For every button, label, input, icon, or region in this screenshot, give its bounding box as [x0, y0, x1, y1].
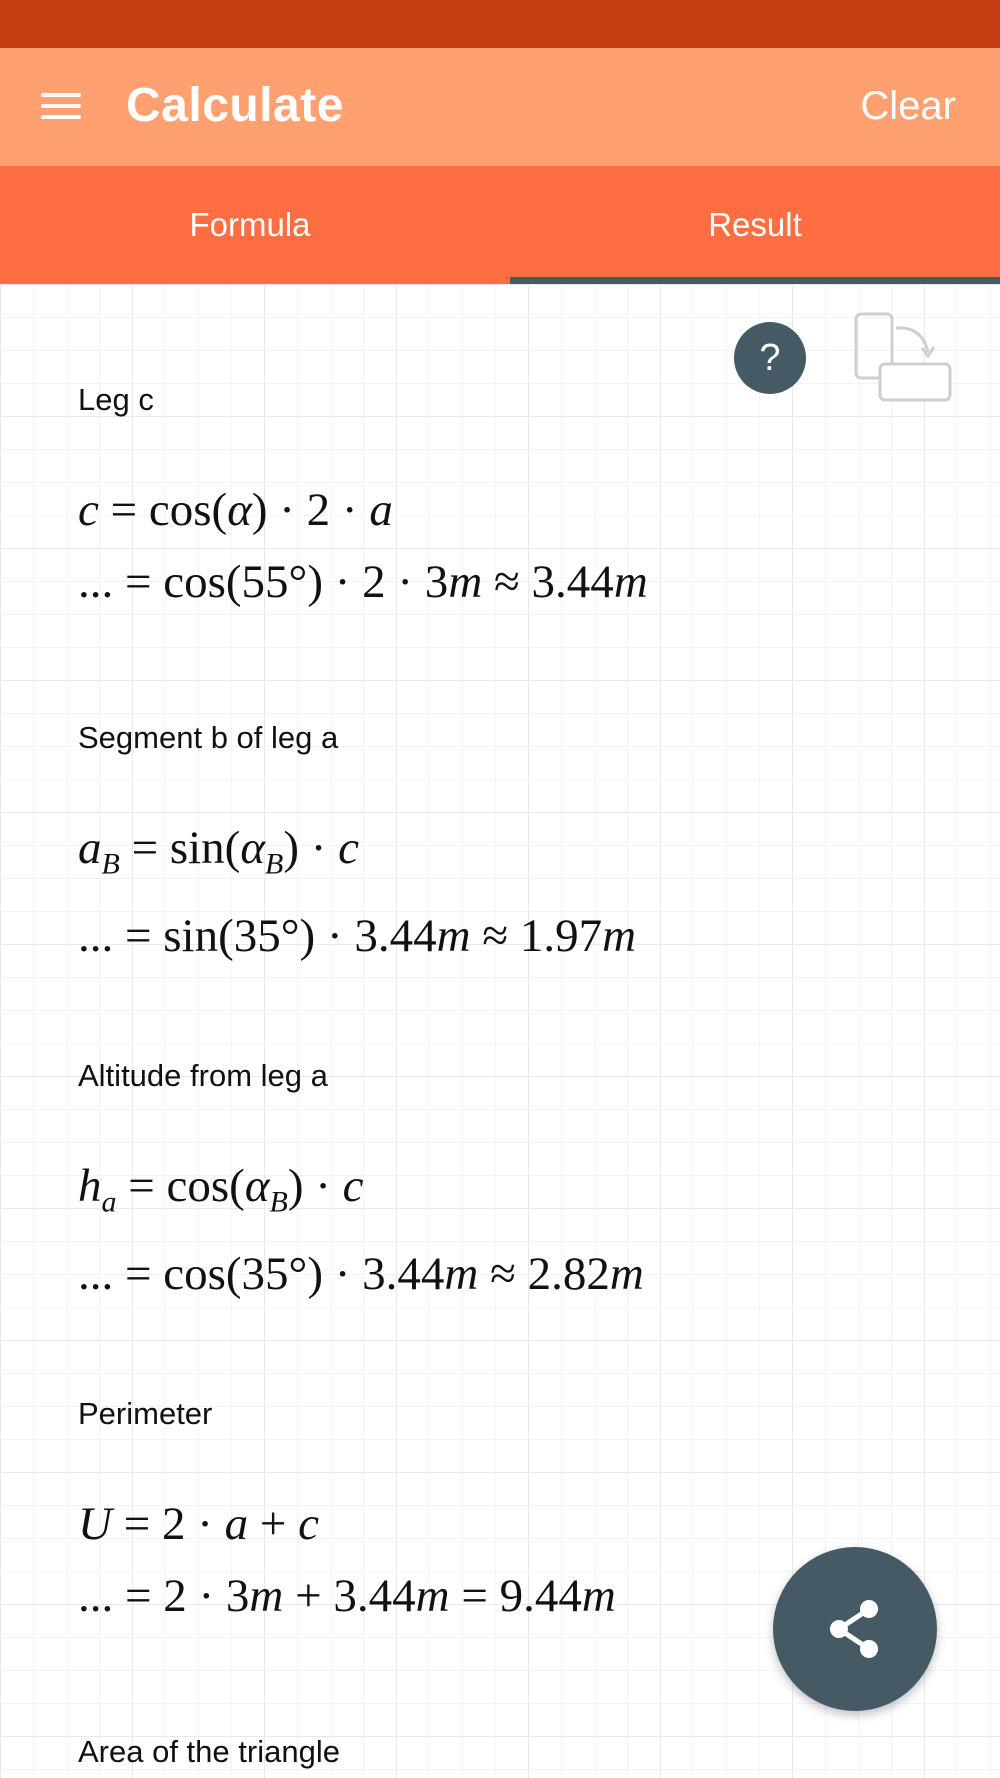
menu-icon-line [41, 104, 81, 108]
formula: $h_a = \cos(\alpha_B) \cdot c$ [78, 1160, 364, 1219]
section-label: Segment b of leg a [78, 720, 339, 755]
result-section-altitude [78, 1056, 644, 1310]
app-bar [0, 48, 1000, 166]
tab-result[interactable]: Result [708, 206, 802, 243]
section-label: Altitude from leg a [78, 1058, 328, 1093]
rotate-screen-icon[interactable] [852, 310, 952, 410]
menu-icon-line [41, 93, 81, 97]
tab-selected-indicator [510, 277, 1000, 284]
formula-result: ... = sin(35°) · 3.44m ≈ 1.97m [78, 910, 637, 963]
section-label: Perimeter [78, 1396, 213, 1431]
status-bar [0, 0, 1000, 48]
tab-bar [0, 166, 1000, 284]
menu-icon-line [41, 115, 81, 119]
result-section-perimeter [78, 1394, 616, 1632]
formula-result: ... = 2 · 3m + 3.44m = 9.44m [78, 1570, 616, 1622]
share-icon [823, 1597, 887, 1661]
result-section-area [78, 1732, 340, 1772]
formula-result: ... = cos(55°) · 2 · 3m ≈ 3.44m [78, 556, 648, 608]
result-section-segment-b [78, 718, 636, 972]
section-label: Area of the triangle [78, 1734, 340, 1769]
formula-result: ... = cos(35°) · 3.44m ≈ 2.82m [78, 1248, 644, 1301]
result-section-leg-c [78, 380, 648, 618]
section-label: Leg c [78, 382, 154, 417]
formula: c = cos(α) · 2 · a [78, 484, 393, 536]
tab-formula[interactable]: Formula [189, 206, 311, 243]
menu-icon[interactable] [38, 85, 84, 129]
formula: $a_B = \sin(\alpha_B) \cdot c$ [78, 822, 360, 881]
help-button[interactable]: ? [734, 322, 806, 394]
app-title: Calculate [126, 79, 344, 132]
formula: U = 2 · a + c [78, 1498, 320, 1550]
result-content[interactable] [0, 284, 1000, 1778]
clear-button[interactable]: Clear [860, 84, 956, 128]
share-button[interactable] [773, 1547, 937, 1711]
